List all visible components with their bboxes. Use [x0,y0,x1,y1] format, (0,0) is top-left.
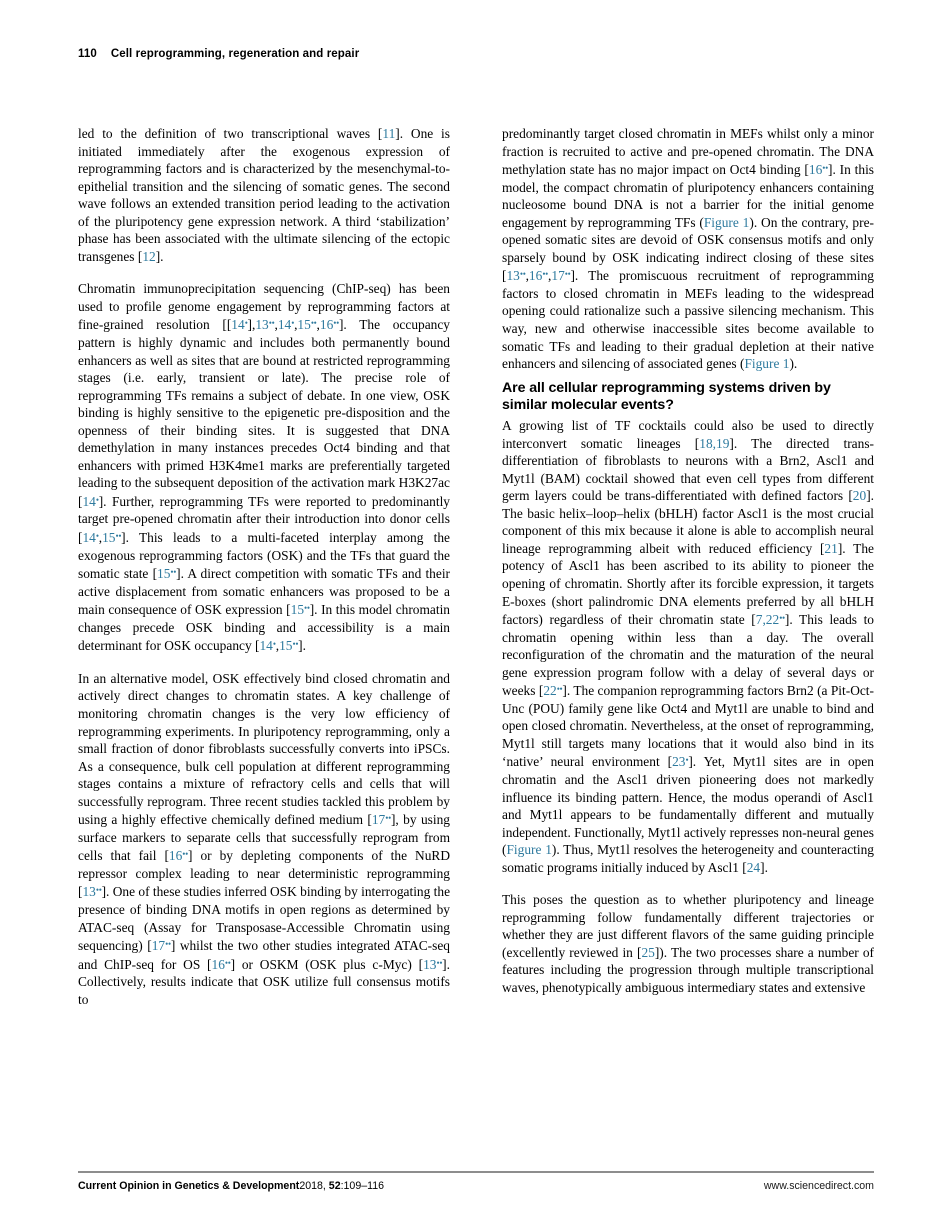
running-head-title: Cell reprogramming, regeneration and repair [110,48,360,60]
citation-link[interactable]: 16 [168,848,183,864]
citation-importance-marker: •• [779,613,785,624]
text-run: ]. [298,638,306,654]
text-run: ]. One is initiated immediately after the exogenous expression of reprogramming factors and is characterized by the mesenchymal-to-epithelial transition and the silencing of somatic genes. The second wave follows an extended transition period leading to the activation of the pluripotency gene expression network. A third ‘stabilization’ phase has been associated with the ultimate silencing of the ectopic transgenes [ [78,126,450,264]
citation-importance-marker: • [244,318,248,329]
citation-link[interactable]: 20 [852,488,867,504]
text-run: ]. The occupancy pattern is highly dynamic and includes both permanently bound enhancers as well as sites that are bound at restricted reprogramming stages (i.e. early, transient or late). The precise role of reprogramming TFs remains a subject of debate. In one view, OSK binding is highly sensitive to the epigenetic pre-disposition and the openness of their binding sites. It is suggested that DNA demethylation in many instances precedes Oct4 binding and that enhancers with primed H3K4me1 marks are preferentially targeted leading to the subsequent deposition of the activation mark H3K27ac [ [78,317,450,509]
citation-importance-marker: •• [115,531,122,542]
text-run: , [316,317,320,333]
text-run: ]. Further, reprogramming TFs were reported to predominantly target pre-opened chromatin after their introduction into donor cells [ [78,493,450,546]
text-run: ]. [760,859,768,875]
citation-importance-marker: •• [165,939,171,950]
text-run: ]. In this model chromatin changes precede OSK binding and accessibility is a main determinant for OSK occupancy [ [78,602,450,654]
figure-link[interactable]: Figure 1 [506,842,552,858]
text-run: ]. [155,248,164,264]
citation-importance-marker: •• [304,603,310,614]
footer-volume: 52 [328,1180,341,1192]
text-run: ]. Yet, Myt1l sites are in open chromatin and the Ascl1 driven pioneering does not markedly influence its binding pattern. Hence, the modus operandi of Ascl1 and Myt1l appears to be fundamentally different and mutually independent. Functionally, Myt1l actively represses non-neural genes ( [502,754,874,858]
citation-importance-marker: •• [564,269,571,280]
citation-link[interactable]: 25 [641,944,655,960]
left-column [78,125,450,1008]
citation-link[interactable]: 16 [528,268,543,284]
citation-link[interactable]: 18,19 [699,435,730,451]
text-run: ]. The promiscuous recruitment of reprogramming factors to closed chromatin in MEFs leading to the widespread opening could rationalize such a passive silencing mechanism. This way, new and otherwise inaccessible sites become available to somatic TFs and leading to their gradual depletion at their native enhancers and silencing of associated genes ( [502,268,874,372]
text-run: led to the definition of two transcriptional waves [ [78,126,383,141]
text-run: ]. This leads to chromatin opening within less than a day. The overall reconfiguration of the chromatin and the maturation of the neural gene expression program follow with a delay of several days or weeks [ [502,612,874,699]
citation-link[interactable]: 14 [82,530,96,546]
footer-journal-name: Current Opinion in Genetics & Development [78,1180,300,1192]
citation-link[interactable]: 11 [382,126,396,141]
text-run: ]. This leads to a multi-faceted interplay among the exogenous reprogramming factors (OSK) and the TFs that guard the somatic state [ [78,530,450,582]
citation-importance-marker: •• [224,957,231,968]
citation-link[interactable]: 14 [259,638,273,654]
text-run: ]. The potency of Ascl1 has been ascribed to its ability to pioneer the opening of chromatin. Shortly after its forcible expression, it targets E-boxes (short palindromic DNA elements preferred by all bHLH factors) regardless of their chromatin state [ [502,540,874,628]
text-run: ]. Collectively, results indicate that OSK utilize full consensus motifs to [78,956,450,1007]
citation-importance-marker: •• [182,849,188,860]
citation-importance-marker: •• [333,318,339,329]
text-run: ]. In this model, the compact chromatin of pluripotency enhancers containing nucleosome bound DNA is not a barrier for the initial genome engagement by reprogramming TFs ( [502,162,874,230]
text-run: ] whilst the two other studies integrated ATAC-seq and ChIP-seq for OS [ [78,938,450,972]
citation-link[interactable]: 7,22 [755,612,780,628]
citation-link[interactable]: 17 [371,812,386,828]
left-column-paragraphs [78,125,450,1008]
text-run: ). On the contrary, pre-opened somatic sites are devoid of OSK consensus motifs and only sparsely bound by OSK indicating indirect closing of these sites [ [502,214,874,284]
text-run: ] or by depleting components of the NuRD repressor complex leading to near deterministic reprogramming [ [78,848,450,900]
paragraph [502,125,874,373]
citation-importance-marker: • [95,494,99,505]
text-run: predominantly target closed chromatin in MEFs whilst only a minor fraction is recruited to active and pre-opened chromatin. The DNA methylation state has no major impact on Oct4 binding [ [502,126,874,178]
citation-importance-marker: •• [95,885,102,896]
running-head [78,48,878,60]
text-run: ]. One of these studies inferred OSK binding by interrogating the presence of binding DNA motifs in open regions as determined by ATAC-seq (Assay for Transposase-Accessible Chromatin using sequencing) [ [78,884,451,954]
citation-importance-marker: •• [310,318,317,329]
citation-link[interactable]: 15 [290,602,305,618]
citation-importance-marker: • [685,755,689,766]
text-run: ]. The basic helix–loop–helix (bHLH) factor Ascl1 is the most crucial component of this mix because it alone is able to accomplish neural lineage reprogramming albeit with reduced efficiency [ [502,488,874,556]
citation-importance-marker: •• [519,269,526,280]
citation-link[interactable]: 17 [551,268,565,284]
citation-importance-marker: •• [556,684,563,695]
text-run: ], [247,317,256,333]
citation-importance-marker: •• [822,163,828,174]
citation-link[interactable]: 15 [297,317,311,333]
citation-importance-marker: • [95,531,99,542]
figure-link[interactable]: Figure 1 [744,356,790,372]
citation-link[interactable]: 17 [151,938,166,954]
text-run: , [98,530,103,546]
citation-link[interactable]: 14 [231,317,245,333]
citation-link[interactable]: 16 [808,162,823,178]
citation-link[interactable]: 15 [102,530,116,546]
footer-website[interactable]: www.sciencedirect.com [763,1180,874,1192]
citation-link[interactable]: 12 [142,248,156,264]
text-run: ). [789,356,798,372]
footer-issue: 2018, [299,1180,329,1192]
paragraph [502,891,874,996]
citation-link[interactable]: 14 [277,317,292,333]
text-run: ]). The two processes share a number of features including the progression through multiple transcriptional waves, phenotypically ambiguous intermediary states and extensive [502,944,874,996]
right-column [502,125,874,997]
text-run: In an alternative model, OSK effectively bind closed chromatin and actively direct changes to chromatin states. A key challenge of monitoring chromatin changes is the very low efficiency of reprogramming experiments. In pluripotency reprogramming, only a small fraction of donor fibroblasts successfully converts into iPSCs. As a consequence, bulk cell population at different reprogramming stages contains a mixture of refractory cells and cells that will successfully reprogram. Three recent studies tackled this problem by using a highly effective chemically defined medium [ [78,670,450,828]
text-run: ], by using surface markers to separate cells that successfully reprogram from cells that fail [ [78,812,450,864]
citation-link[interactable]: 14 [82,493,96,509]
paragraph [78,670,450,1008]
paragraph [78,280,450,654]
citation-importance-marker: •• [268,318,275,329]
right-column-paragraphs-after-heading [502,417,874,997]
text-run: ]. The directed trans-differentiation of fibroblasts to neurons with a Brn2, Ascl1 and Myt1l (BAM) cocktail showed that even cell types from different germ layers could be trans-differentiated with defined factors [ [502,435,874,504]
citation-link[interactable]: 22 [543,683,557,699]
footer-divider [78,1171,874,1173]
text-run: ] or OSKM (OSK plus c-Myc) [ [230,956,424,972]
text-run: , [525,268,529,284]
text-run: A growing list of TF cocktails could also be used to directly interconvert somatic lineages [ [502,418,874,451]
section-heading: Are all cellular reprogramming systems driven by similar molecular events? [502,379,831,413]
text-run: , [275,638,280,654]
citation-link[interactable]: 24 [746,859,761,875]
citation-link[interactable]: 21 [824,540,838,556]
text-run: ). Thus, Myt1l resolves the heterogeneity and counteracting somatic programs initially induced by Ascl1 [ [502,842,874,875]
text-run: ]. The companion reprogramming factors Brn2 (a Pit-Oct-Unc (POU) family gene like Oct4 and Myt1l are unable to bind and open closed chromatin. Nevertheless, at the onset of reprogramming, Myt1l still targets many locations that it would also bind in its ‘native’ neural environment [ [502,683,874,770]
citation-link[interactable]: 16 [211,956,225,972]
text-run: Chromatin immunoprecipitation sequencing (ChIP-seq) has been used to profile genome engagement by reprogramming factors at fine-grained resolution [[ [78,281,450,333]
citation-link[interactable]: 13 [423,956,437,972]
paragraph [502,417,874,876]
text-run: , [274,317,278,333]
citation-importance-marker: •• [292,639,299,650]
text-run: ]. A direct competition with somatic TFs and their active displacement from somatic enhancers was proposed to be a main consequence of OSK expression [ [78,566,451,618]
citation-importance-marker: •• [170,567,177,578]
two-column-body [78,125,874,1145]
citation-link[interactable]: 15 [157,566,171,582]
right-column-paragraphs-before-heading [502,125,874,373]
citation-importance-marker: •• [542,269,549,280]
citation-link[interactable]: 15 [279,638,293,654]
citation-importance-marker: • [291,318,295,329]
text-run: , [294,317,298,333]
citation-importance-marker: •• [385,813,391,824]
footer-citation [78,1180,384,1192]
citation-link[interactable]: 13 [506,268,520,284]
page-number: 110 [78,48,97,60]
citation-link[interactable]: 16 [319,317,334,333]
citation-link[interactable]: 13 [82,884,96,900]
citation-importance-marker: •• [436,957,443,968]
citation-importance-marker: • [272,639,276,650]
text-run: This poses the question as to whether pluripotency and lineage reprogramming follow fundamentally different trajectories or whether they are just different flavors of the same guiding principle (excellently reviewed in [ [502,892,874,960]
figure-link[interactable]: Figure 1 [703,214,750,230]
citation-link[interactable]: 23 [672,754,686,770]
citation-link[interactable]: 13 [255,317,269,333]
footer-pages: :109–116 [340,1180,384,1192]
paragraph [78,125,450,265]
text-run: , [548,268,552,284]
